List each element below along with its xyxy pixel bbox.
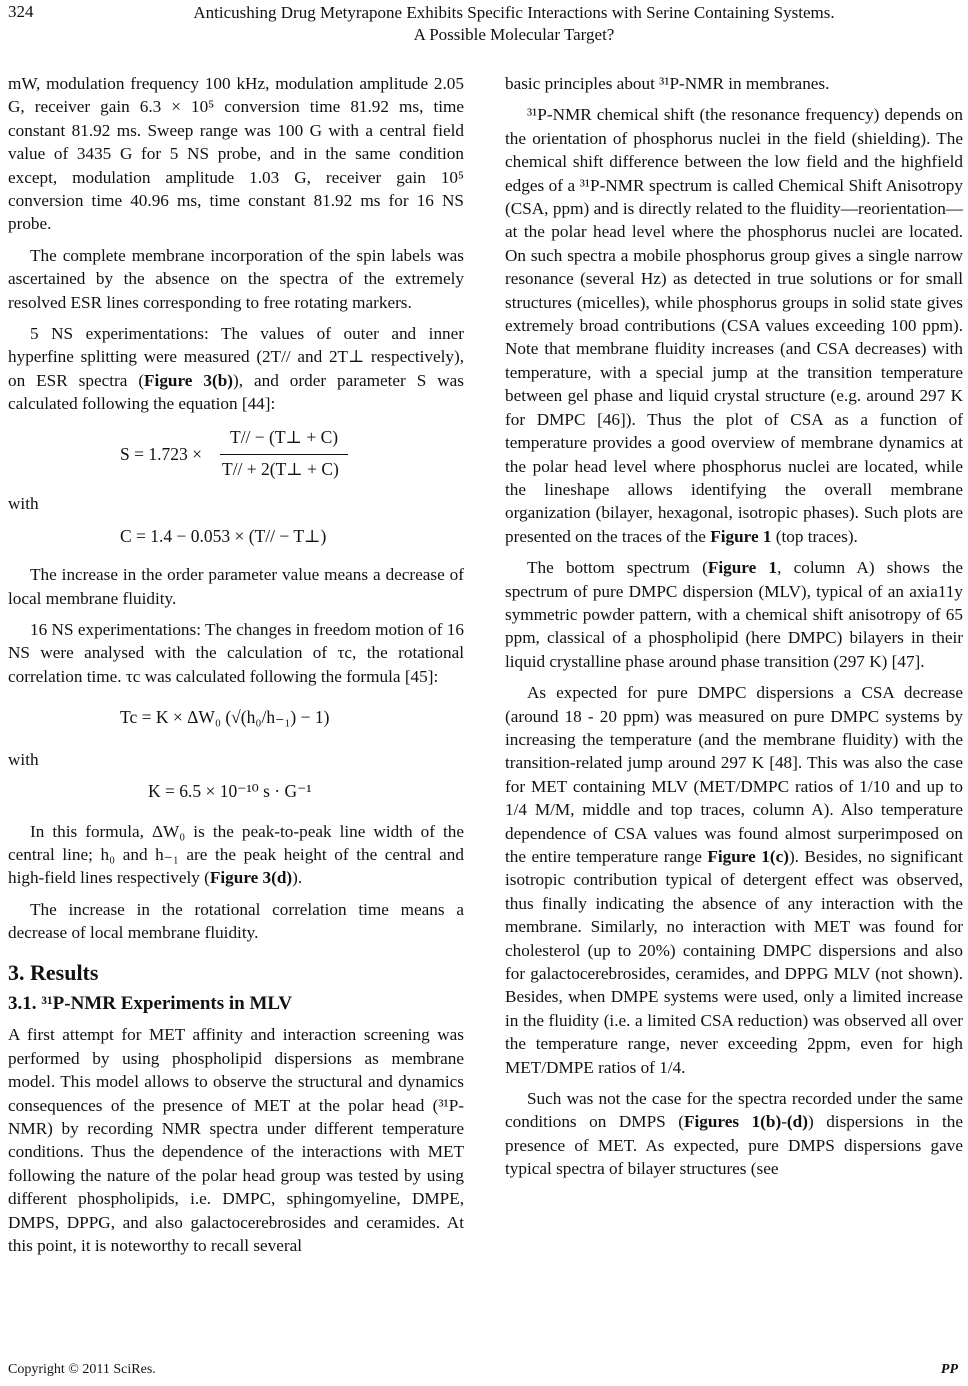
equation-with-label: with	[8, 750, 39, 770]
paragraph: The increase in the rotational correlation time means a decrease of local membrane fluidity.	[8, 899, 464, 943]
equation-with-label: with	[8, 493, 39, 513]
figure-reference: Figure 1	[707, 558, 778, 578]
running-header	[60, 2, 968, 46]
left-column	[8, 72, 464, 1265]
paragraph: The complete membrane incorporation of the spin labels was ascertained by the absence on the spectra of the extremely resolved ESR lines corresponding to free rotating markers.	[8, 245, 464, 312]
header-title-line1: Anticushing Drug Metyrapone Exhibits Specific Interactions with Serine Containing Systems.	[193, 3, 835, 22]
equation-order-parameter	[8, 424, 464, 484]
paragraph: 16 NS experimentations: The changes in freedom motion of 16 NS were analysed with the calculation of τc, the rotational correlation time. τc was calculated following the formula [45]:	[8, 619, 464, 686]
section-heading: 3. Results	[8, 959, 99, 985]
subsection-heading: 3.1. ³¹P-NMR Experiments in MLV	[8, 992, 293, 1014]
header-title-line2: A Possible Molecular Target?	[413, 25, 615, 44]
paragraph: basic principles about ³¹P-NMR in membranes.	[505, 74, 830, 93]
paragraph: ³¹P-NMR chemical shift (the resonance frequency) depends on the orientation of phosphorus nuclei in the field (shielding). The chemical shift difference between the low field and the highfield edges of a ³¹P-NMR spectrum is called Chemical Shift Anisotropy (CSA, ppm) and is directly related to the fluidity—reorientation—at the polar head level where the phosphorus nuclei are located. On such spectra a mobile phosphorus group gives a single narrow resonance (several Hz) as detected in true solutions or for small structures (micelles), while phosphorus groups in solid state gives extremely broad contributions (CSA values exceeding 100 ppm). Note that membrane fluidity increases (and CSA decreases) with temperature, with a special jump at the transition temperature between gel phase and liquid crystal structure (e.g. around 297 K for DMPC [46]). Thus the plot of CSA as a function of temperature provides a good overview of membrane dynamics at the polar head level where phosphorus nuclei are located, while the lineshape allows identifying the overall membrane organization (bilayer, hexagonal, isotropic phases). Such plots are presented on the traces of the Figure 1 (top traces).	[505, 105, 963, 546]
figure-reference: Figure 1(c)	[707, 847, 789, 866]
figure-reference: Figures 1(b)	[683, 1112, 782, 1132]
paragraph: 5 NS experimentations: The values of outer and inner hyperfine splitting were measured (2T// and 2T⊥ respectively), on ESR spectra (Figure 3(b)), and order parameter S was calculated following the equation [44]:	[8, 324, 464, 414]
equation-lhs: S = 1.723 ×	[120, 443, 202, 464]
paragraph: The increase in the order parameter value means a decrease of local membrane fluidity.	[8, 565, 464, 608]
paragraph: The bottom spectrum (Figure 1, column A) shows the spectrum of pure DMPC dispersion (MLV), typical of an axia11y symmetric powder pattern, with a chemical shift anisotropy of 65 ppm, classical of a phospholipid (here DMPC) bilayers in their liquid crystalline phase around phase transition (297 K) [47].	[505, 558, 964, 671]
page-number: 324	[8, 2, 34, 21]
figure-reference: Figure 1	[710, 526, 772, 546]
paragraph: In this formula, ΔW₀ is the peak-to-peak line width of the central line; h₀ and h₋₁ are the peak height of the central and high-field lines respectively (Figure 3(d)).	[8, 821, 464, 888]
equation-c: C = 1.4 − 0.053 × (T// − T⊥)	[120, 526, 327, 547]
paragraph: mW, modulation frequency 100 kHz, modulation amplitude 2.05 G, receiver gain 6.3 × 10⁵ conversion time 81.92 ms, time constant 81.92 ms. Sweep range was 100 G with a central field value of 3435 G for 5 NS probe, and in the same condition except, modulation amplitude 1.03 G, receiver gain 10⁵ conversion time 40.96 ms, time constant 81.92 ms for 16 NS probe.	[8, 74, 464, 234]
paragraph: A first attempt for MET affinity and interaction screening was performed by using phospholipid dispersions as membrane model. This model allows to observe the structural and dynamics consequences of the presence of MET at the polar head (³¹P-NMR) by recording NMR spectra under different temperature conditions. Thus the dependence of the interactions with MET following the nature of the polar head group was tested by using different phospholipids, i.e. DMPC, sphingomyeline, DMPE, DMPS, DPPG, and also galactocerebrosides and ceramides. At this point, it is noteworthy to recall several	[8, 1025, 464, 1256]
copyright-footer: Copyright © 2011 SciRes.	[8, 1362, 156, 1377]
equation-tc: Tc = K × ΔW₀ (√(h₀/h₋₁) − 1)	[120, 707, 330, 728]
equation-numerator: T// − (T⊥ + C)	[230, 426, 339, 447]
figure-reference: (d)	[786, 1112, 808, 1132]
journal-abbreviation: PP	[940, 1362, 958, 1377]
paragraph: As expected for pure DMPC dispersions a CSA decrease (around 18 - 20 ppm) was measured on pure DMPC systems by increasing the temperature (and the membrane fluidity) with the transition-related jump around 297 K [48]. This was also the case for MET containing MLV (MET/DMPC ratios of 1/10 and up to 1/4 M/M, middle and top traces, column A). Also temperature dependence of CSA values was found almost surperimposed on the entire temperature range Figure 1(c)). Besides, no significant isotropic contribution typical of detergent effect was observed, thus finally indicating the absence of any interaction with the membrane. Similarly, no interaction with MET was found for cholesterol (up to 20%) containing DMPC dispersions and also for galactocerebrosides, ceramides, and DPPG MLV (not shown). Besides, when DMPE systems were used, only a limited increase in the fluidity (i.e. a limited CSA reduction) was observed all over the temperature range, never exceeding 2ppm, even for high MET/DMPE ratios of 1/4.	[505, 683, 963, 1077]
equation-denominator: T// + 2(T⊥ + C)	[222, 458, 339, 479]
figure-reference: Figure 3(d)	[209, 868, 293, 888]
figure-reference: Figure 3(b)	[144, 370, 233, 390]
equation-k: K = 6.5 × 10⁻¹⁰ s · G⁻¹	[148, 780, 312, 801]
right-column	[505, 72, 963, 1189]
paragraph: Such was not the case for the spectra recorded under the same conditions on DMPS (Figures 1(b)-(d)) dispersions in the presence of MET. As expected, pure DMPS dispersions gave typical spectra of bilayer structures (see	[505, 1089, 963, 1179]
